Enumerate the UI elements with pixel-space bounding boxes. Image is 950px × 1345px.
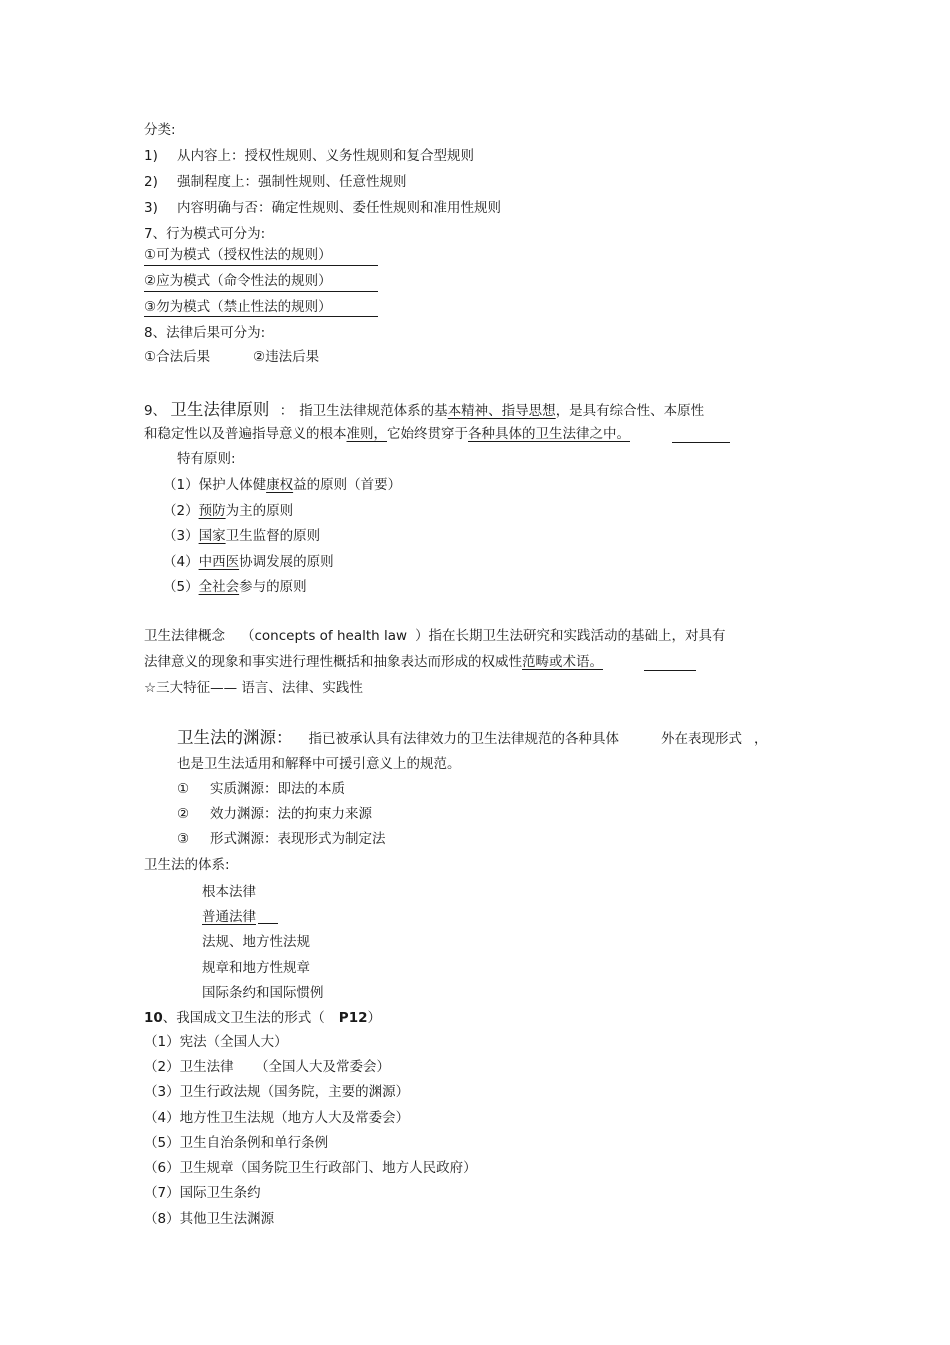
item-text: 内容明确与否：确定性规则、委任性规则和准用性规则	[177, 200, 501, 216]
behavior-item-3: ③勿为模式（禁止性法的规则）	[144, 299, 332, 315]
item-number: （2）	[163, 503, 199, 519]
item-text: 卫生监督的原则	[225, 528, 321, 544]
concept-underlined: 范畴或术语。	[522, 654, 603, 670]
principle-line-1	[144, 401, 704, 420]
item-number: ③	[177, 831, 190, 847]
forms-item-6: （6）卫生规章（国务院卫生行政部门、地方人民政府）	[144, 1160, 477, 1176]
forms-title-close: ）	[367, 1010, 381, 1026]
forms-item-8: （8）其他卫生法渊源	[144, 1211, 275, 1227]
forms-page-ref: P12	[338, 1010, 368, 1026]
item-underlined: 全社会	[198, 579, 240, 595]
forms-item-3: （3）卫生行政法规（国务院，主要的渊源）	[144, 1084, 410, 1100]
forms-item-4: （4）地方性卫生法规（地方人大及常委会）	[144, 1110, 410, 1126]
item-text: 益的原则（首要）	[293, 477, 402, 493]
underline-rule	[644, 670, 696, 671]
item-text: 保护人体健	[198, 477, 267, 493]
forms-item-1: （1）宪法（全国人大）	[144, 1034, 288, 1050]
underline-rule	[144, 316, 378, 317]
principle-text: ，是具有综合性、本原性	[555, 403, 705, 419]
principle-underlined: 准则，	[346, 426, 387, 442]
classification-item-3	[144, 199, 501, 217]
principle-term: 卫生法律原则	[170, 400, 270, 419]
item-underlined: 国家	[198, 528, 226, 544]
item-number: （4）	[163, 554, 199, 570]
behavior-item-2: ②应为模式（命令性法的规则）	[144, 273, 332, 289]
system-item-1: 根本法律	[202, 884, 256, 900]
consequence-item-1: ①合法后果	[144, 349, 211, 365]
consequence-item-2: ②违法后果	[253, 349, 320, 365]
item-text: 参与的原则	[239, 579, 307, 595]
principle-text: 和稳定性以及普遍指导意义的根本	[144, 426, 347, 442]
item-number: （1）	[163, 477, 199, 493]
special-principle-2	[163, 502, 293, 520]
underline-rule	[144, 265, 378, 266]
source-text: ，	[754, 731, 768, 747]
principle-sep: ：	[279, 403, 294, 419]
behavior-title: 7、行为模式可分为:	[144, 226, 266, 242]
consequence-title: 8、法律后果可分为:	[144, 325, 266, 341]
source-title: 卫生法的渊源：	[177, 728, 293, 747]
principle-text: 它始终贯穿于	[387, 426, 468, 442]
system-item-3: 法规、地方性法规	[202, 934, 310, 950]
item-number: （5）	[163, 579, 199, 595]
system-item-5: 国际条约和国际惯例	[202, 985, 324, 1001]
special-principles-title: 特有原则:	[177, 451, 236, 467]
special-principle-5	[163, 578, 307, 596]
concept-line-2	[144, 653, 603, 671]
principle-underlined: 本精神、指导思想	[447, 403, 556, 419]
underline-rule	[672, 442, 730, 443]
concept-english: （concepts of health law	[241, 628, 408, 644]
item-text: 为主的原则	[225, 503, 294, 519]
underline-rule	[258, 923, 278, 924]
special-principle-1	[163, 476, 401, 494]
forms-item-5: （5）卫生自治条例和单行条例	[144, 1135, 329, 1151]
item-text: 从内容上：授权性规则、义务性规则和复合型规则	[177, 148, 474, 164]
item-text: 形式渊源：表现形式为制定法	[210, 831, 386, 847]
source-line-2: 也是卫生法适用和解释中可援引意义上的规范。	[177, 756, 461, 772]
source-item-1	[177, 780, 345, 798]
classification-item-1	[144, 147, 474, 165]
concept-term: 卫生法律概念	[144, 628, 225, 644]
item-text: 效力渊源：法的拘束力来源	[210, 806, 372, 822]
item-text: 实质渊源：即法的本质	[210, 781, 345, 797]
forms-title-text: 、我国成文卫生法的形式（	[162, 1010, 325, 1026]
item-underlined: 预防	[198, 503, 226, 519]
system-item-2: 普通法律	[202, 909, 256, 925]
source-text: 外在表现形式	[661, 731, 742, 747]
forms-item-2: （2）卫生法律 （全国人大及常委会）	[144, 1059, 391, 1075]
item-text: 强制程度上：强制性规则、任意性规则	[177, 174, 407, 190]
item-number: （3）	[163, 528, 199, 544]
item-underlined: 中西医	[198, 554, 240, 570]
principle-line-2	[144, 425, 630, 443]
item-number: ①	[177, 781, 190, 797]
source-text: 指已被承认具有法律效力的卫生法律规范的各种具体	[308, 731, 619, 747]
principle-text: 指卫生法律规范体系的基	[299, 403, 448, 419]
item-number: 3)	[144, 200, 158, 216]
concept-text: ）指在长期卫生法研究和实践活动的基础上，对具有	[415, 628, 726, 644]
item-underlined: 康权	[266, 477, 294, 493]
concept-text: 法律意义的现象和事实进行理性概括和抽象表达而形成的权威性	[144, 654, 522, 670]
item-number: 1)	[144, 148, 158, 164]
source-item-3	[177, 830, 386, 848]
concept-line-1	[144, 627, 726, 645]
source-item-2	[177, 805, 372, 823]
concept-features: ☆三大特征—— 语言、法律、实践性	[144, 680, 363, 696]
behavior-item-1: ①可为模式（授权性法的规则）	[144, 247, 332, 263]
principle-number: 9、	[144, 403, 167, 419]
item-number: 2)	[144, 174, 158, 190]
forms-title	[144, 1009, 381, 1027]
source-line-1	[177, 729, 768, 748]
item-text: 协调发展的原则	[239, 554, 334, 570]
principle-underlined: 各种具体的卫生法律之中。	[468, 426, 630, 442]
system-item-4: 规章和地方性规章	[202, 960, 310, 976]
special-principle-4	[163, 553, 334, 571]
forms-number: 10	[144, 1010, 163, 1026]
classification-item-2	[144, 173, 407, 191]
classification-title: 分类:	[144, 122, 176, 138]
forms-item-7: （7）国际卫生条约	[144, 1185, 261, 1201]
special-principle-3	[163, 527, 320, 545]
system-title: 卫生法的体系:	[144, 857, 230, 873]
underline-rule	[144, 291, 378, 292]
item-number: ②	[177, 806, 190, 822]
